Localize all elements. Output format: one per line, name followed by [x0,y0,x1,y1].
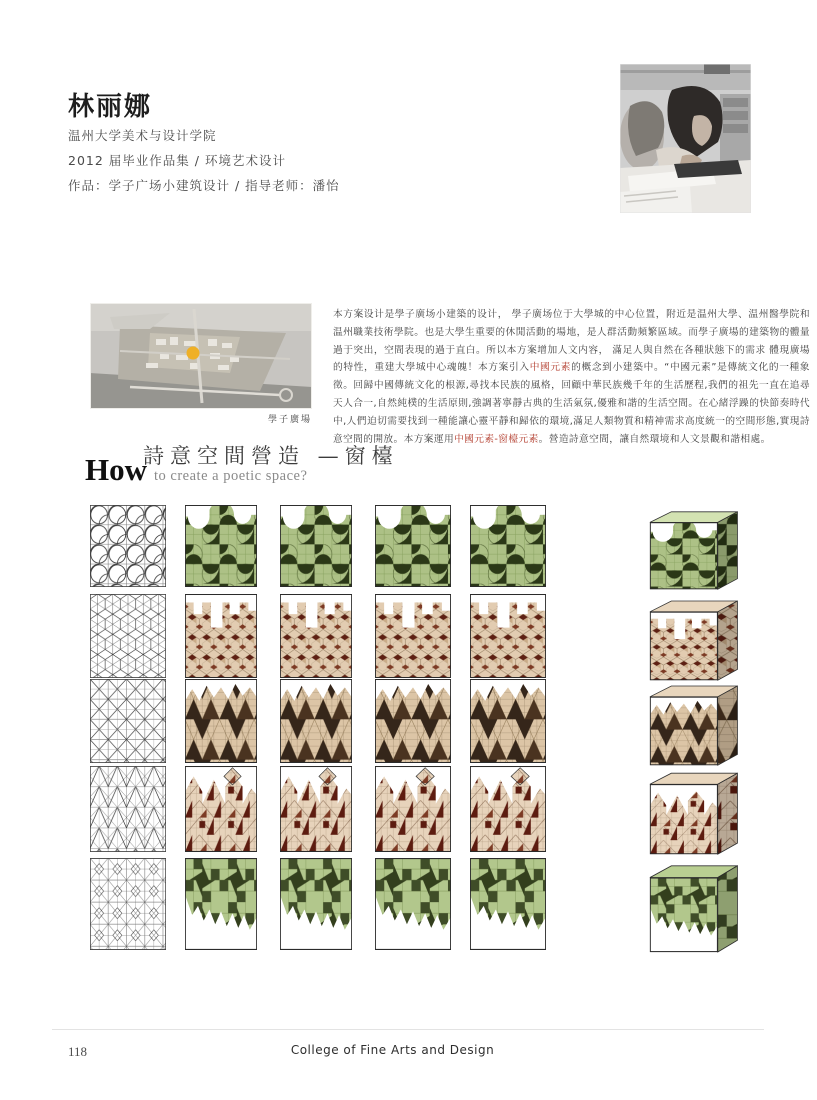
site-marker [187,347,200,360]
pattern-color-pinwheel-green [185,858,257,950]
section-title-zh: 詩意空間營造 —窗檯 [143,444,399,468]
pattern-color-zigzag-triangle-maroon [375,766,451,852]
intro-paragraph [333,306,810,449]
pattern-color-circular-lattice-green [470,505,546,587]
pattern-color-triangle-star-brown [280,679,352,763]
pattern-color-triangle-star-brown [375,679,451,763]
pattern-color-circular-lattice-green [280,505,352,587]
intro-highlight: 中國元素-窗檯元素 [454,434,539,446]
pattern-color-hexagon-diamond-brown [375,594,451,678]
how-word: How [85,452,147,487]
pattern-line-hexagon-diamond-brown [90,594,166,678]
pattern-color-triangle-star-brown [470,679,546,763]
section-title-en [85,452,307,488]
pattern-color-triangle-star-brown [185,679,257,763]
pattern-color-pinwheel-green [375,858,451,950]
pattern-line-zigzag-triangle-maroon [90,766,166,852]
site-plan-caption: 學子廣場 [267,415,312,425]
footer-divider [52,1029,764,1030]
page-number: 118 [68,1044,88,1059]
section-subtitle: to create a poetic space? [154,468,308,484]
site-plan-image [90,303,312,409]
pattern-color-zigzag-triangle-maroon [280,766,352,852]
student-photo [620,64,751,213]
pattern-color-zigzag-triangle-maroon [470,766,546,852]
footer-college: College of Fine Arts and Design [290,1043,495,1057]
pattern-color-pinwheel-green [470,858,546,950]
pattern-color-hexagon-diamond-brown [185,594,257,678]
pattern-cube-pinwheel-green [641,856,741,954]
pattern-line-pinwheel-green [90,858,166,950]
pattern-cube-circular-lattice-green [641,503,741,591]
pattern-cube-triangle-star-brown [641,677,741,767]
pattern-color-circular-lattice-green [375,505,451,587]
pattern-color-pinwheel-green [280,858,352,950]
edition-line: 2012 届毕业作品集 / 环境艺术设计 [68,153,286,168]
pattern-cube-hexagon-diamond-brown [641,592,741,682]
pattern-color-hexagon-diamond-brown [280,594,352,678]
work-line: 作品：学子广场小建筑设计 / 指导老师：潘怡 [68,178,340,193]
intro-highlight: 中國元素 [529,362,572,374]
intro-text: 。營造詩意空間，讓自然環境和人文景觀和諧相處。 [538,434,771,446]
pattern-color-circular-lattice-green [185,505,257,587]
pattern-color-zigzag-triangle-maroon [185,766,257,852]
pattern-line-circular-lattice-green [90,505,166,587]
student-name: 林丽娜 [68,92,153,122]
intro-text: 的概念到小建築中。“中國元素”是傳統文化的一種象徵。回歸中國傳統文化的根源,尋找本民族的風格，回顧中華民族幾千年的生活歷程,我們的祖先一直在追尋天人合一,自然純樸的生活原則,強調著寧靜古典的生活氣氛,優雅和諧的生活空間。在心緒浮躁的快節奏時代中,人們迫切需要找到一種能讓心靈平靜和歸依的環境,滿足人類物質和精神需求高度統一的空間形態,實現詩意空間的開放。本方案運用 [333,362,810,446]
pattern-color-hexagon-diamond-brown [470,594,546,678]
school-name: 温州大学美术与设计学院 [68,128,217,143]
pattern-line-triangle-star-brown [90,679,166,763]
intro-text: 本方案设计是學子廣场小建築的设计， 學子廣场位于大學城的中心位置，附近是温州大學、温州醫學院和温州職業技術學院。也是大學生重要的休閒活動的場地，是人群活動頻繁區域。而學子廣場的建築物的體量過于突出，空間表現的過于直白。所以本方案增加人文内容， 滿足人與自然在各種狀態下的需求 體現廣場的特性，重建大學城中心魂魄！本方案引入 [333,308,810,374]
pattern-cube-zigzag-triangle-maroon [641,764,741,856]
